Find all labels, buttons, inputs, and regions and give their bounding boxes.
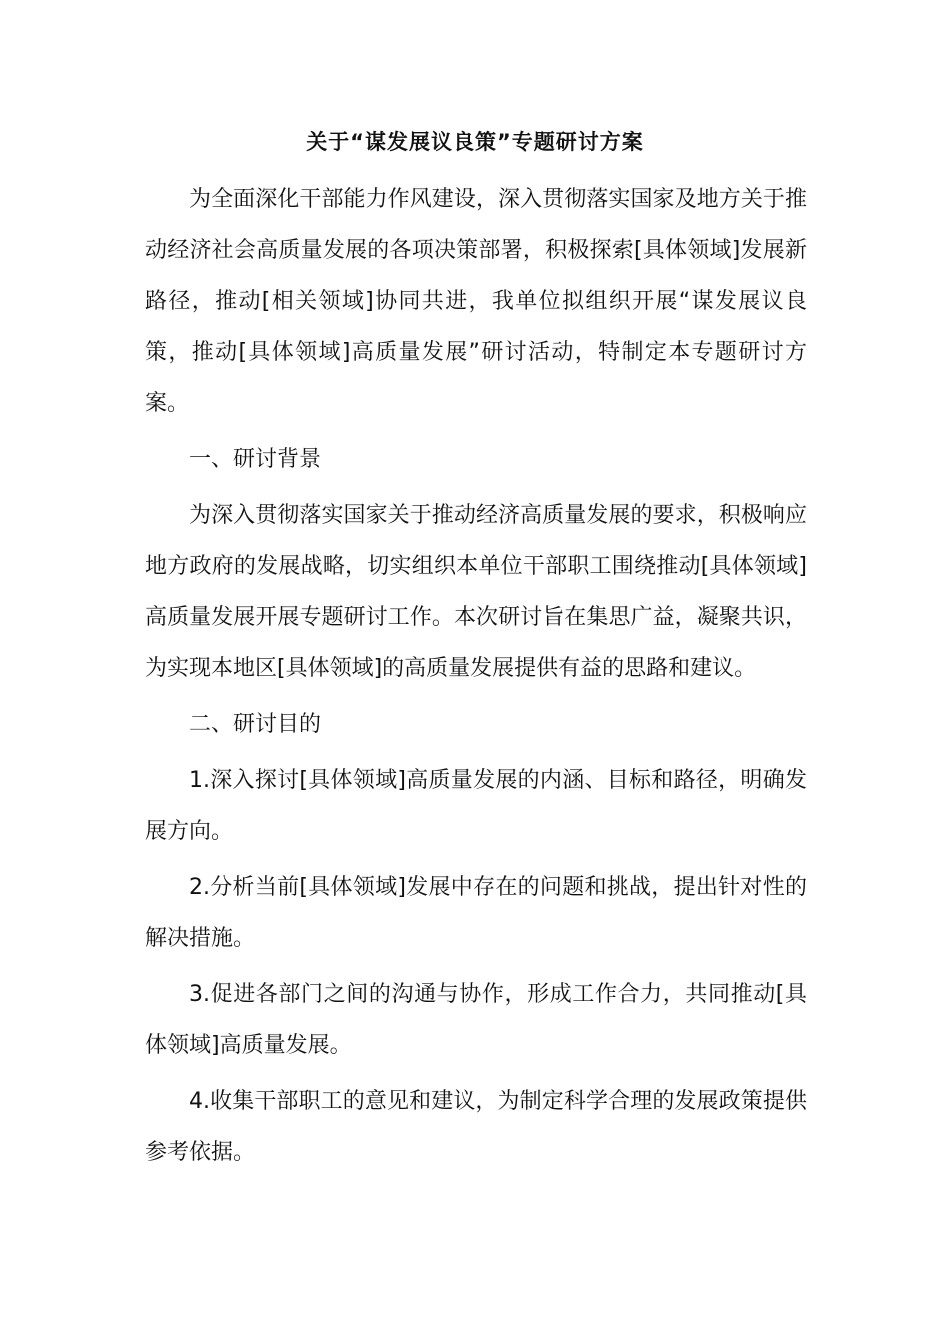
document-body <box>145 174 807 1183</box>
purpose-item-2: 2.分析当前[具体领域]发展中存在的问题和挑战，提出针对性的解决措施。 <box>145 875 807 951</box>
section-heading-background: 一、研讨背景 <box>189 447 322 472</box>
document-title: 关于“谋发展议良策”专题研讨方案 <box>306 130 644 154</box>
intro-paragraph: 为全面深化干部能力作风建设，深入贯彻落实国家及地方关于推动经济社会高质量发展的各项决策部署，积极探索[具体领域]发展新路径，推动[相关领域]协同共进，我单位拟组织开展“谋发展议良策，推动[具体领域]高质量发展”研讨活动，特制定本专题研讨方案。 <box>145 187 807 416</box>
purpose-item-1: 1.深入探讨[具体领域]高质量发展的内涵、目标和路径，明确发展方向。 <box>145 768 807 844</box>
purpose-item-4: 4.收集干部职工的意见和建议，为制定科学合理的发展政策提供参考依据。 <box>145 1089 807 1165</box>
purpose-item-3: 3.促进各部门之间的沟通与协作，形成工作合力，共同推动[具体领域]高质量发展。 <box>145 982 807 1058</box>
background-paragraph: 为深入贯彻落实国家关于推动经济高质量发展的要求，积极响应地方政府的发展战略，切实组织本单位干部职工围绕推动[具体领域]高质量发展开展专题研讨工作。本次研讨旨在集思广益，凝聚共识，为实现本地区[具体领域]的高质量发展提供有益的思路和建议。 <box>145 503 807 681</box>
section-heading-purpose: 二、研讨目的 <box>189 712 322 737</box>
